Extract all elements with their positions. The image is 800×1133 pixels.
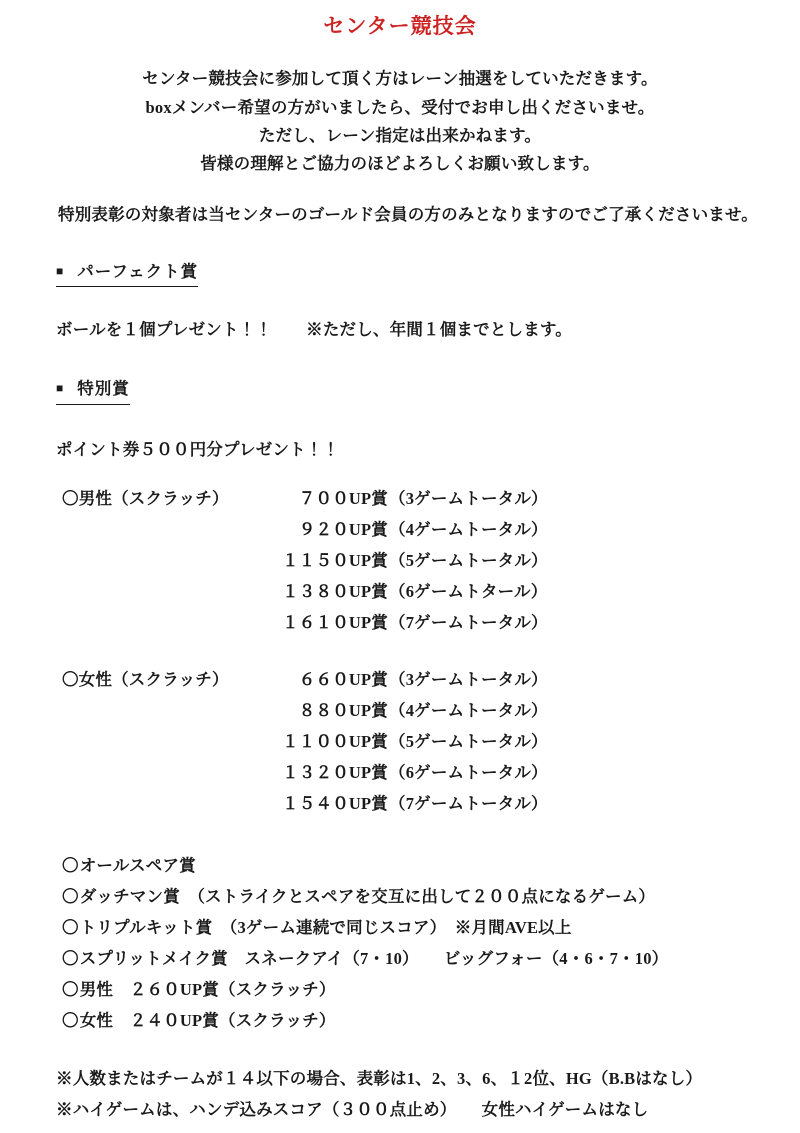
footnotes bbox=[0, 1044, 800, 1133]
award-detail: （4ゲームトータル） bbox=[389, 700, 548, 720]
circle-bullet-icon: 〇 bbox=[62, 948, 79, 968]
award-detail: （6ゲームトータル） bbox=[389, 762, 548, 782]
section-title-perfect: パーフェクト賞 bbox=[77, 261, 199, 281]
award-group-male bbox=[0, 464, 800, 646]
award-row bbox=[62, 519, 800, 553]
intro-line: センター競技会に参加して頂く方はレーン抽選をしていただきます。 bbox=[142, 69, 658, 89]
section-heading-perfect bbox=[0, 229, 800, 287]
circle-bullet-icon: 〇 bbox=[62, 669, 79, 689]
award-group-label-text: 男性（スクラッチ） bbox=[78, 488, 229, 508]
section-title-special: 特別賞 bbox=[77, 379, 130, 399]
award-detail: （7ゲームトータル） bbox=[389, 793, 548, 813]
award-detail: （6ゲームトタール） bbox=[389, 581, 548, 601]
footnote-line: ※ハイゲームは、ハンデ込みスコア（３００点止め） 女性ハイゲームはなし bbox=[56, 1099, 649, 1119]
award-group-label-male bbox=[62, 488, 280, 508]
award-row bbox=[62, 700, 800, 734]
list-item-label: 女性 ２４０UP賞（スクラッチ） bbox=[79, 1010, 336, 1030]
award-row bbox=[62, 731, 800, 765]
perfect-award-prize: ボールを１個プレゼント！！ bbox=[56, 320, 273, 340]
intro-line: ただし、レーン指定は出来かねます。 bbox=[258, 125, 542, 145]
list-item bbox=[62, 917, 800, 951]
award-row bbox=[62, 612, 800, 646]
heading-underline-wrap bbox=[56, 259, 198, 287]
award-score: ７００UP賞 bbox=[298, 488, 388, 508]
award-row bbox=[62, 669, 800, 703]
list-item-label: スプリットメイク賞 スネークアイ（7・10） ビッグフォー（4・6・7・10） bbox=[79, 948, 669, 968]
award-group-female bbox=[0, 646, 800, 827]
award-score: １３２０UP賞 bbox=[282, 762, 388, 782]
heading-underline-wrap bbox=[56, 376, 130, 404]
award-score: １３８０UP賞 bbox=[282, 581, 388, 601]
list-item-label: 男性 ２６０UP賞（スクラッチ） bbox=[79, 979, 336, 999]
circle-bullet-icon: 〇 bbox=[62, 855, 79, 875]
page-title: センター競技会 bbox=[323, 14, 477, 38]
award-score: １５４０UP賞 bbox=[282, 793, 388, 813]
award-detail: （4ゲームトータル） bbox=[389, 519, 548, 539]
perfect-award-body bbox=[0, 287, 800, 344]
award-row bbox=[62, 550, 800, 584]
point-voucher-line: ポイント券５００円分プレゼント！！ bbox=[56, 439, 340, 459]
award-detail: （3ゲームトータル） bbox=[389, 488, 548, 508]
award-detail: （5ゲームトータル） bbox=[389, 731, 548, 751]
award-detail: （5ゲームトータル） bbox=[389, 550, 548, 570]
footnote-line: ※人数またはチームが１４以下の場合、表彰は1、2、3、6、１2位、HG（B.Bはなし） bbox=[56, 1068, 703, 1088]
circle-bullet-icon: 〇 bbox=[62, 917, 79, 937]
award-score: １６１０UP賞 bbox=[282, 612, 388, 632]
award-score: ６６０UP賞 bbox=[298, 669, 388, 689]
intro-paragraph bbox=[0, 39, 800, 179]
award-score: ８８０UP賞 bbox=[298, 700, 388, 720]
square-bullet-icon: ■ bbox=[56, 381, 64, 396]
list-item-label: オールスペア賞 bbox=[79, 855, 196, 875]
award-row bbox=[62, 488, 800, 522]
perfect-award-note: ※ただし、年間１個までとします。 bbox=[306, 320, 573, 340]
bullet-award-list bbox=[0, 827, 800, 1044]
award-group-label-female bbox=[62, 669, 280, 689]
circle-bullet-icon: 〇 bbox=[62, 886, 79, 906]
award-row bbox=[62, 581, 800, 615]
circle-bullet-icon: 〇 bbox=[62, 1010, 79, 1030]
list-item-label: トリプルキット賞 （3ゲーム連続で同じスコア） ※月間AVE以上 bbox=[79, 917, 572, 937]
intro-line: 皆様の理解とご協力のほどよろしくお願い致します。 bbox=[200, 154, 600, 174]
award-score: １１００UP賞 bbox=[282, 731, 388, 751]
award-score: １１５０UP賞 bbox=[282, 550, 388, 570]
list-item bbox=[62, 948, 800, 982]
award-group-label-text: 女性（スクラッチ） bbox=[78, 669, 229, 689]
intro-line: boxメンバー希望の方がいましたら、受付でお申し出くださいませ。 bbox=[145, 97, 655, 117]
list-item-label: ダッチマン賞 （ストライクとスペアを交互に出して２００点になるゲーム） bbox=[79, 886, 656, 906]
list-item bbox=[62, 1010, 800, 1044]
circle-bullet-icon: 〇 bbox=[62, 979, 79, 999]
award-detail: （7ゲームトータル） bbox=[389, 612, 548, 632]
gold-member-notice: 特別表彰の対象者は当センターのゴールド会員の方のみとなりますのでご了承くださいませ。 bbox=[58, 204, 758, 224]
award-score: ９２０UP賞 bbox=[298, 519, 388, 539]
section-heading-special bbox=[0, 344, 800, 404]
list-item bbox=[62, 886, 800, 920]
list-item bbox=[62, 979, 800, 1013]
award-row bbox=[62, 762, 800, 796]
circle-bullet-icon: 〇 bbox=[62, 488, 79, 508]
list-item bbox=[62, 855, 800, 889]
award-row bbox=[62, 793, 800, 827]
square-bullet-icon: ■ bbox=[56, 263, 64, 278]
award-detail: （3ゲームトータル） bbox=[389, 669, 548, 689]
